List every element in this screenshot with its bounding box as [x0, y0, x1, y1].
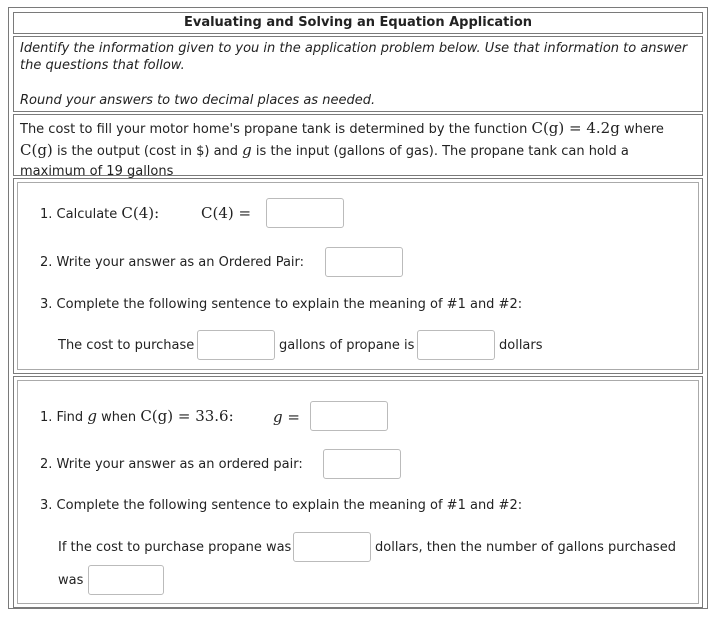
part-b-sentence-2: dollars, then the number of gallons purchased: [375, 540, 676, 555]
instructions-text: Identify the information given to you in the application problem below. Use that information to answer the questions that follow.: [20, 41, 688, 73]
part-b-q1-func: C(g) = 33.6:: [140, 407, 234, 425]
answer-input-g[interactable]: [310, 401, 388, 431]
part-b-q3-label: 3. Complete the following sentence to explain the meaning of #1 and #2:: [40, 498, 523, 513]
ordered-pair-input-a[interactable]: [325, 247, 403, 277]
ordered-pair-input-b[interactable]: [323, 449, 401, 479]
variable-g: g: [242, 141, 252, 159]
page-title: Evaluating and Solving an Equation Application: [13, 12, 703, 34]
part-a-question-1: [40, 203, 159, 225]
worksheet-container: [8, 7, 708, 609]
part-a-sentence-3: dollars: [499, 338, 543, 353]
dollars-input-a[interactable]: [417, 330, 495, 360]
gallons-input-b[interactable]: [88, 565, 164, 595]
problem-text-4: is the input (gallons of gas). The propane tank can hold a maximum of 19 gallons: [20, 144, 629, 179]
part-b-sentence-3: was: [58, 573, 84, 588]
rounding-instruction: Round your answers to two decimal places as needed.: [20, 93, 376, 108]
function-formula: C(g) = 4.2g: [531, 119, 620, 137]
answer-input-c4[interactable]: [266, 198, 344, 228]
function-cg: C(g): [20, 141, 53, 159]
part-a-sentence-1: The cost to purchase: [58, 338, 195, 353]
part-b-q1-label: 1. Find: [40, 410, 84, 425]
part-a-q3-label: 3. Complete the following sentence to explain the meaning of #1 and #2:: [40, 297, 523, 312]
dollars-input-b[interactable]: [293, 532, 371, 562]
part-b-q1-when: when: [101, 410, 137, 425]
part-a-q1-label: 1. Calculate: [40, 207, 118, 222]
part-b-question-1: [40, 406, 234, 428]
problem-text-3: is the output (cost in $) and: [56, 144, 239, 159]
part-a-q1-func: C(4):: [121, 204, 160, 222]
problem-text-1: The cost to fill your motor home's propane tank is determined by the function: [20, 122, 528, 137]
part-b-sentence-1: If the cost to purchase propane was: [58, 540, 292, 555]
part-a-q2-label: 2. Write your answer as an Ordered Pair:: [40, 255, 305, 270]
part-b-q2-label: 2. Write your answer as an ordered pair:: [40, 457, 303, 472]
part-a-section: [13, 178, 703, 374]
instructions-box: [13, 36, 703, 112]
part-b-section: [13, 376, 703, 608]
part-b-q1-g: g: [87, 407, 97, 425]
gallons-input-a[interactable]: [197, 330, 275, 360]
part-a-sentence-2: gallons of propane is: [279, 338, 415, 353]
part-b-q1-equation: g =: [273, 408, 300, 426]
part-a-q1-equation: C(4) =: [201, 204, 252, 222]
problem-statement: [13, 114, 703, 179]
problem-text-2: where: [623, 122, 664, 137]
